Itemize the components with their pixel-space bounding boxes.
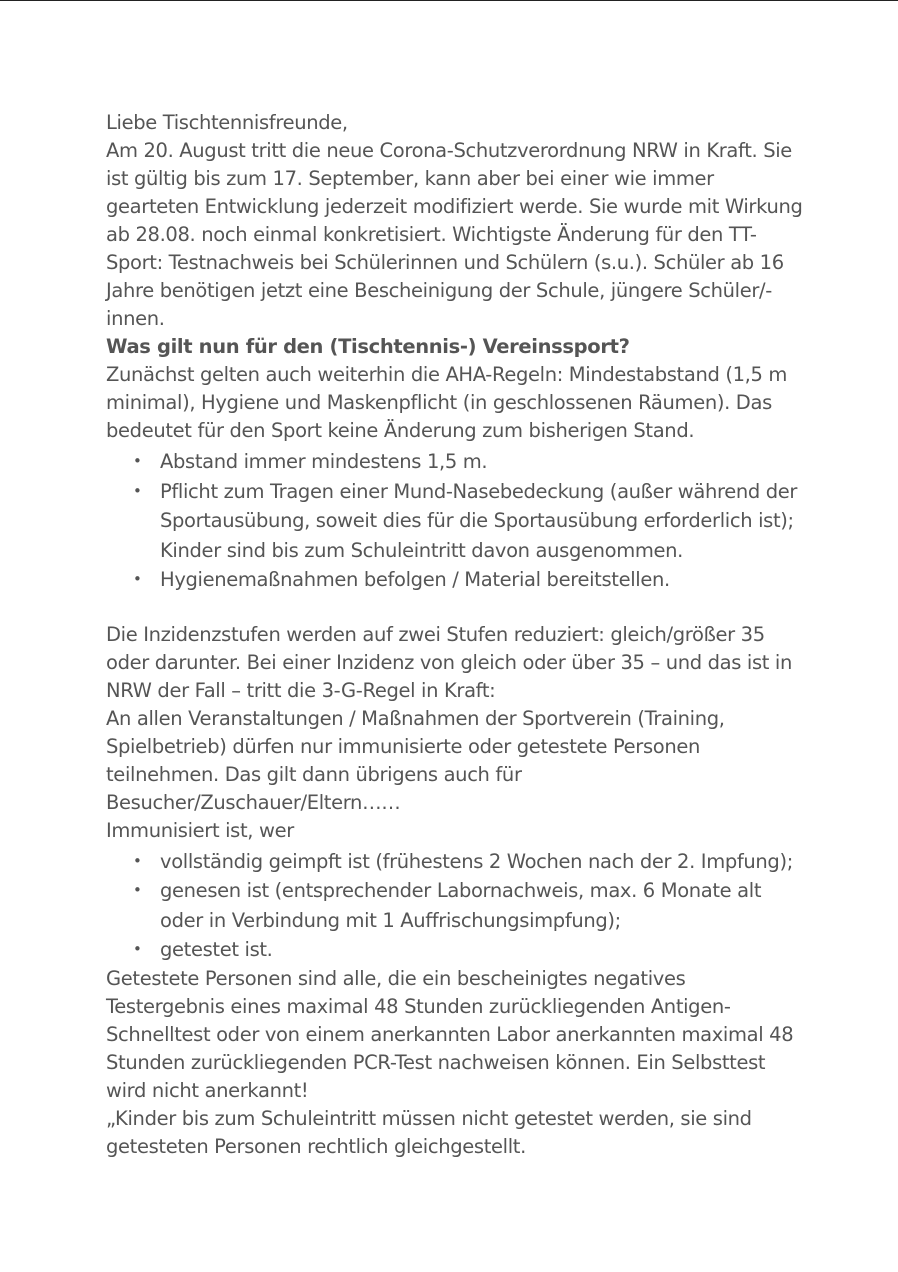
events-paragraph: An allen Veranstaltungen / Maßnahmen der Sportverein (Training, Spielbetrieb) dürfen nur immunisierte oder getestete Personen teilnehmen. Das gilt dann übrigens auch für Besucher/Zuschauer/Eltern…… — [106, 706, 725, 814]
list-item: • genesen ist (entsprechender Labornachweis, max. 6 Monate alt oder in Verbindung mit 1 Auffrischungsimpfung); — [160, 876, 806, 935]
incidence-paragraph: Die Inzidenzstufen werden auf zwei Stufen reduziert: gleich/größer 35 oder darunter. Bei einer Inzidenz von gleich oder über 35 – und das ist in NRW der Fall – tritt die 3-G-Regel in Kraft: — [106, 622, 792, 702]
intro-paragraph: Am 20. August tritt die neue Corona-Schutzverordnung NRW in Kraft. Sie ist gültig bis zum 17. September, kann aber bei einer wie immer gearteten Entwicklung jederzeit modifiziert werde. Sie wurde mit Wirkung ab 28.08. noch einmal konkretisiert. Wichtigste Änderung für den TT-Sport: Testnachweis bei Schülerinnen und Schülern (s.u.). Schüler ab 16 Jahre benötigen jetzt eine Bescheinigung der Schule, jüngere Schüler/-innen. — [106, 139, 803, 330]
list-item: • Abstand immer mindestens 1,5 m. — [160, 447, 806, 477]
list-item: • Hygienemaßnahmen befolgen / Material bereitstellen. — [160, 565, 806, 595]
list-item: • getestet ist. — [160, 935, 806, 965]
children-paragraph: „Kinder bis zum Schuleintritt müssen nicht getestet werden, sie sind getesteten Personen rechtlich gleichgestellt. — [106, 1106, 752, 1158]
section-heading: Was gilt nun für den (Tischtennis-) Vereinssport? — [106, 335, 630, 358]
immunized-intro: Immunisiert ist, wer — [106, 818, 294, 842]
spacer — [106, 595, 806, 621]
aha-list — [106, 447, 806, 595]
tested-paragraph: Getestete Personen sind alle, die ein bescheinigtes negatives Testergebnis eines maximal 48 Stunden zurückliegenden Antigen-Schnelltest oder von einem anerkannten Labor anerkannten maximal 48 Stunden zurückliegenden PCR-Test nachweisen können. Ein Selbsttest wird nicht anerkannt! — [106, 966, 794, 1102]
list-item: • vollständig geimpft ist (frühestens 2 Wochen nach der 2. Impfung); — [160, 847, 806, 877]
list-item: • Pflicht zum Tragen einer Mund-Nasebedeckung (außer während der Sportausübung, soweit dies für die Sportausübung erforderlich ist); Kinder sind bis zum Schuleintritt davon ausgenommen. — [160, 477, 806, 566]
aha-paragraph: Zunächst gelten auch weiterhin die AHA-Regeln: Mindestabstand (1,5 m minimal), Hygiene und Maskenpflicht (in geschlossenen Räumen). Das bedeutet für den Sport keine Änderung zum bisherigen Stand. — [106, 363, 788, 442]
document-body — [106, 109, 806, 1161]
greeting: Liebe Tischtennisfreunde, — [106, 111, 348, 134]
immunized-list — [106, 847, 806, 965]
